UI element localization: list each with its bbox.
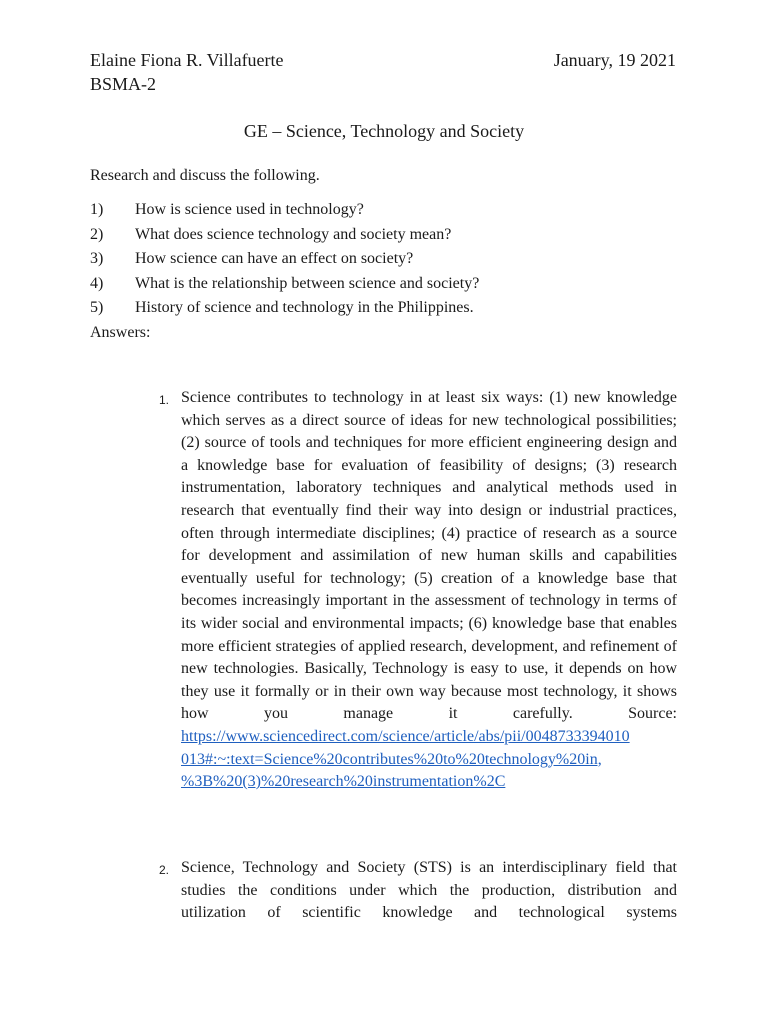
question-text: How science can have an effect on society? — [135, 250, 414, 268]
source-link-line: 013#:~:text=Science%20contributes%20to%20technology%20in, — [181, 750, 602, 768]
answers-label: Answers: — [90, 324, 151, 341]
question-number: 1) — [90, 201, 104, 218]
question-number: 3) — [90, 250, 104, 268]
question-number: 5) — [90, 299, 104, 317]
question-item — [90, 223, 479, 248]
question-item — [90, 247, 479, 272]
question-text: What does science technology and society mean? — [135, 225, 452, 243]
question-text: How is science used in technology? — [135, 201, 364, 218]
document-title: GE – Science, Technology and Society — [243, 121, 525, 141]
question-text: History of science and technology in the Philippines. — [135, 299, 474, 317]
author-name: Elaine Fiona R. Villafuerte — [90, 50, 284, 70]
answer-body: Science, Technology and Society (STS) is an interdisciplinary field that studies the conditions under which the production, distribution and utilization of scientific knowledge and technological systems — [181, 859, 677, 922]
question-item — [90, 198, 479, 223]
source-link-line: https://www.sciencedirect.com/science/article/abs/pii/0048733394010 — [181, 727, 630, 745]
answer-item — [159, 387, 677, 794]
answer-item — [159, 857, 677, 925]
question-list — [90, 198, 479, 321]
answer-number: 1. — [159, 393, 170, 407]
question-text: What is the relationship between science and society? — [135, 274, 480, 292]
answer-number: 2. — [159, 863, 170, 877]
question-item — [90, 272, 479, 297]
instructions: Research and discuss the following. — [90, 167, 320, 184]
document-date: January, 19 2021 — [553, 50, 676, 70]
section-code: BSMA-2 — [90, 74, 157, 94]
question-item — [90, 296, 479, 321]
question-number: 2) — [90, 225, 104, 243]
source-link-line: %3B%20(3)%20research%20instrumentation%2C — [181, 773, 506, 791]
question-number: 4) — [90, 274, 104, 292]
source-link[interactable] — [181, 726, 677, 794]
answer-body: Science contributes to technology in at least six ways: (1) new knowledge which serves as a direct source of ideas for new technological possibilities; (2) source of tools and techniques for more efficient engineering design and a knowledge base for evaluation of feasibility of designs; (3) research instrumentation, laboratory techniques and analytical methods used in research that eventually find their way into design or industrial practices, often through intermediate disciplines; (4) practice of research as a source for development and assimilation of new human skills and capabilities eventually useful for technology; (5) creation of a knowledge base that becomes increasingly important in the assessment of technology in terms of its wider social and environmental impacts; (6) knowledge base that enables more efficient strategies of applied research, development, and refinement of new technologies. Basically, Technology is easy to use, it depends on how they use it formally or in their own way because most technology, it shows how you manage it carefully. Source: — [181, 389, 677, 723]
